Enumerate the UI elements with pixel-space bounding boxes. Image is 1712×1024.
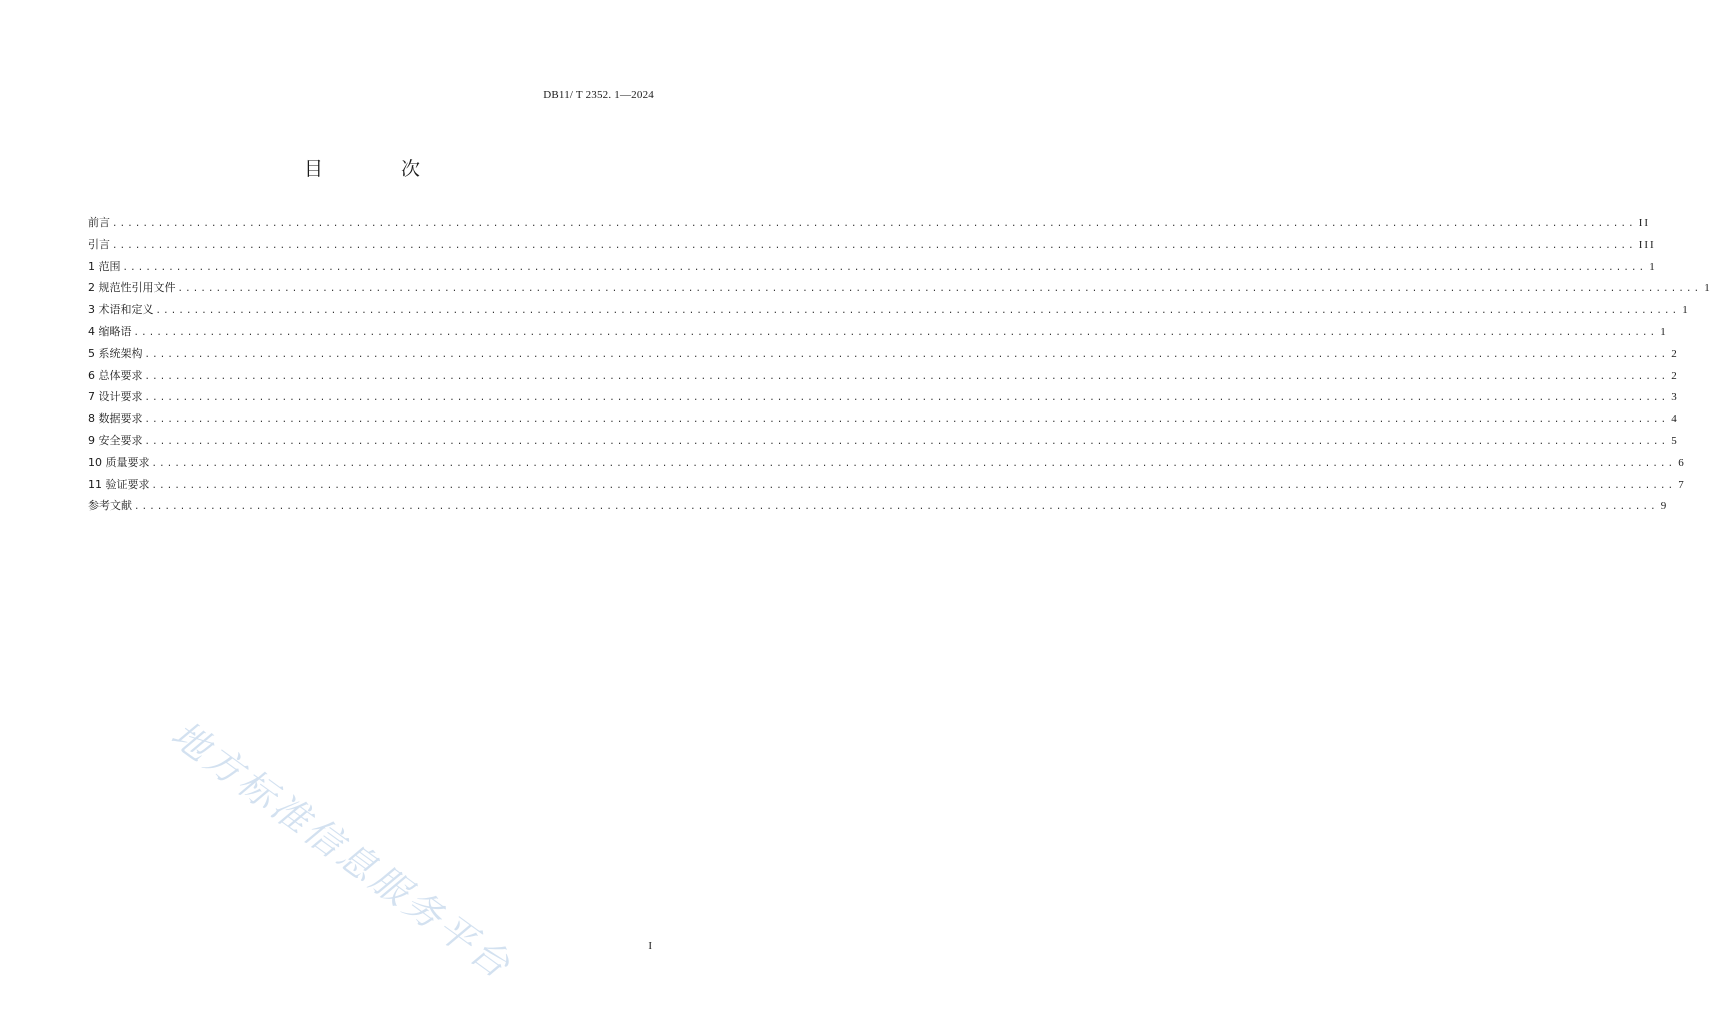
table-of-contents	[88, 212, 1712, 517]
toc-entry-page: 1	[1682, 304, 1690, 317]
toc-entry-label: 4 缩略语	[88, 324, 132, 338]
toc-entry[interactable]	[88, 299, 1690, 321]
toc-entry-label: 10 质量要求	[88, 455, 150, 469]
page-title: 目 次	[303, 158, 457, 180]
toc-dot-leader: ........................................................................................................................................................................................................	[122, 262, 1647, 273]
toc-dot-leader: ........................................................................................................................................................................................................	[134, 502, 1658, 513]
toc-entry-label: 3 术语和定义	[88, 303, 154, 317]
toc-entry-label: 8 数据要求	[88, 412, 143, 426]
toc-entry-label: 1 范围	[88, 259, 121, 273]
page-number: I	[648, 940, 652, 952]
toc-entry-label: 11 验证要求	[88, 477, 150, 491]
toc-entry-page: 1	[1649, 260, 1657, 273]
toc-entry-label: 参考文献	[88, 499, 132, 513]
toc-dot-leader: ........................................................................................................................................................................................................	[151, 480, 1676, 491]
toc-entry[interactable]	[88, 277, 1712, 299]
toc-dot-leader: ........................................................................................................................................................................................................	[144, 415, 1669, 426]
toc-dot-leader: ........................................................................................................................................................................................................	[133, 327, 1658, 338]
toc-entry[interactable]	[88, 343, 1679, 365]
toc-entry-label: 2 规范性引用文件	[88, 281, 176, 295]
toc-entry-page: 1	[1660, 325, 1668, 338]
toc-entry-page: 4	[1671, 413, 1679, 426]
toc-entry-label: 前言	[88, 216, 110, 229]
toc-dot-leader: ........................................................................................................................................................................................................	[112, 240, 1636, 251]
toc-entry-page: III	[1638, 238, 1656, 251]
toc-entry-label: 5 系统架构	[88, 346, 143, 360]
toc-entry-page: 6	[1678, 456, 1686, 469]
toc-dot-leader: ........................................................................................................................................................................................................	[144, 393, 1669, 404]
toc-entry-page: 9	[1660, 500, 1669, 513]
toc-entry[interactable]	[88, 495, 1669, 517]
toc-entry-label: 6 总体要求	[88, 368, 143, 382]
toc-entry-label: 引言	[88, 237, 110, 251]
toc-dot-leader: ........................................................................................................................................................................................................	[144, 349, 1669, 360]
toc-entry[interactable]	[88, 474, 1686, 496]
toc-entry[interactable]	[88, 386, 1679, 408]
toc-entry-label: 9 安全要求	[88, 433, 143, 447]
toc-entry-page: 5	[1671, 434, 1679, 447]
toc-dot-leader: ........................................................................................................................................................................................................	[155, 306, 1680, 317]
toc-dot-leader: ........................................................................................................................................................................................................	[144, 436, 1669, 447]
watermark: 地方标准信息服务平台	[163, 712, 521, 989]
standard-code: DB11/ T 2352. 1—2024	[543, 89, 654, 101]
toc-entry[interactable]	[88, 452, 1686, 474]
toc-entry-page: 2	[1671, 369, 1679, 382]
toc-entry[interactable]	[88, 408, 1679, 430]
toc-entry[interactable]	[88, 256, 1657, 278]
toc-dot-leader: ........................................................................................................................................................................................................	[151, 458, 1676, 469]
toc-entry-label: 7 设计要求	[88, 390, 143, 404]
toc-entry[interactable]	[88, 212, 1651, 234]
toc-entry[interactable]	[88, 365, 1679, 387]
toc-entry[interactable]	[88, 430, 1679, 452]
toc-dot-leader: ........................................................................................................................................................................................................	[144, 371, 1669, 382]
toc-entry-page: 3	[1671, 391, 1679, 404]
toc-dot-leader: ........................................................................................................................................................................................................	[112, 219, 1636, 229]
toc-entry[interactable]	[88, 321, 1668, 343]
toc-entry-page: 2	[1671, 347, 1679, 360]
toc-entry[interactable]	[88, 234, 1656, 256]
toc-entry-page: II	[1638, 217, 1651, 229]
toc-entry-page: 1	[1704, 282, 1712, 295]
toc-entry-page: 7	[1678, 478, 1686, 491]
toc-dot-leader: ........................................................................................................................................................................................................	[177, 284, 1702, 295]
